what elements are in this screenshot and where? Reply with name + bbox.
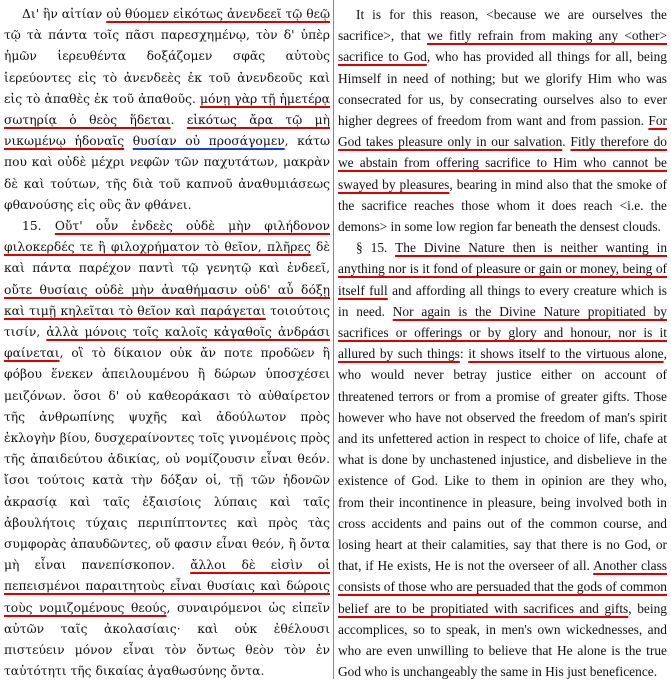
english-underline: Another class consists of those who are persuaded that the gods of common belief are to be propitiated with sacrifices and gifts	[338, 558, 667, 616]
column-divider	[333, 0, 334, 679]
greek-column	[4, 4, 330, 683]
english-text: It is for this reason, <because we are ourselves the sacrifice>, that	[338, 7, 667, 44]
greek-underline: Οὔτ' οὖν ἐνδεὲς οὐδὲ μὴν φιλήδονον φιλοκερδές τε ἢ φιλοχρήματον τὸ θεῖον, πλῆρες	[4, 219, 330, 255]
english-text: , who has provided all things for all, being Himself in need of nothing; but we glorify Him who was consecrated for us, by consecrating ourselves also to ever higher degrees of freedom from want and from passion.	[338, 49, 667, 129]
english-text: :	[459, 346, 469, 362]
greek-text: δὲ καὶ πάντα παρέχον παντὶ τῷ γενητῷ καὶ ἐνδεεῖ,	[4, 240, 330, 276]
greek-underline: ἀλλὰ μόνοις τοῖς καλοῖς κἀγαθοῖς ἀνδράσι φαίνεται	[4, 325, 330, 361]
english-underline: it shows itself to the virtuous alone	[468, 346, 664, 362]
english-text: , bearing in mind also that the smoke of the sacrifice reaches those whom it does reach <i.e. the demons> in some low region far beneath the densest clouds.	[338, 176, 667, 235]
greek-text: .	[170, 113, 187, 128]
english-underline: The Divine Nature then is neither wanting in anything nor is it fond of pleasure or gain or money, being of itself full	[338, 240, 668, 298]
english-paragraph-2	[338, 237, 667, 682]
english-paragraph-1	[338, 4, 667, 237]
english-underline: Nor again is the Divine Nature propitiated by sacrifices or offerings or by glory and honour, nor is it allured by such things	[338, 303, 667, 362]
english-text: , who would never betray justice either on account of threatened terrors or from a promise of greater gifts. Those however who have not observed the freedom of man's spirit and its unfettered action in respect to choice of life, chafe at what is done by unchastened injustice, and disbelieve in the existence of God. Like to them in opinion are they who, from their incontinence in pleasure, being involved both in cross accidents and pains out of the common course, and losing heart at their calamities, say that there is no God, or that, if He exists, He is not the overseer of all.	[338, 346, 667, 574]
greek-underline: εἰκότως ἄρα τῷ μὴ νικωμένῳ ἡδοναῖς	[4, 113, 330, 149]
english-underline: we fitly refrain from making any <other> sacrifice to God	[338, 28, 667, 65]
greek-section-number: 15.	[22, 219, 42, 234]
english-text: .	[562, 134, 571, 150]
greek-paragraph-2	[4, 216, 330, 682]
greek-text: τοιούτοις τισίν,	[4, 303, 331, 340]
greek-paragraph-1	[4, 4, 330, 216]
english-text: and affording all things to every creature which is in need.	[338, 282, 668, 319]
greek-underline: ἄλλοι δὲ εἰσὶν οἱ πεπεισμένοι παραιτητοὺς εἶναι θυσίαις καὶ δώροις τοὺς νομιζομένους θεούς	[4, 558, 330, 615]
greek-text: , οἳ τὸ δίκαιον οὐκ ἄν ποτε προδῶεν ἢ φόβου ἕνεκεν ἀπειλουμένου ἢ δώρων ὑποσχέσει μειζόνων. ὅσοι δ' οὐ καθεοράκασι τὸ αὐθαίρετον τῆς ἀνθρωπίνης ψυχῆς καὶ ἀδούλωτον πρὸς ἐκλογὴν βίου, δυσχεραίνοντες τοῖς γινομένοις πρὸς τῆς ἀπαιδεύτου ἀδικίας, οὐ νομίζουσιν εἶναι θεόν. ἴσοι τούτοις κατὰ τὴν δόξαν οἱ, τῇ τῶν ἡδονῶν ἀκρασίᾳ καὶ ταῖς ἐξαισίοις λύπαις καὶ ταῖς ἀβουλήτοις τύχαις περιπίπτοντες καὶ πρὸς τὰς συμφορὰς ἀπαυδῶντες, οὔ φασιν εἶναι θεόν, ἢ ὄντα μὴ εἶναι πανεπίσκοπον.	[4, 346, 330, 573]
greek-text: Δι' ἣν αἰτίαν	[22, 7, 107, 21]
greek-underline: οὔτε θυσίαις οὐδὲ μὴν ἀναθήμασιν οὐδ' αὖ δόξῃ καὶ τιμῇ κηλεῖται τὸ θεῖον καὶ παράγεται	[4, 282, 330, 318]
english-section-number: § 15.	[356, 240, 388, 256]
english-underline: Fitly therefore do we abstain from offering sacrifice to Him who cannot be swayed by pleasures	[338, 134, 667, 192]
english-text: , being accomplices, so to speak, in men's own wickednesses, and who are even unwilling to believe that He alone is the true God who is unchangeably the same in His just beneficence.	[338, 600, 667, 680]
greek-underline: οὐ θύομεν εἰκότως ἀνενδεεῖ τῷ θεῷ	[106, 7, 330, 21]
greek-text: τῷ τὰ πάντα τοῖς πᾶσι παρεσχημένῳ, τὸν δ' ὑπὲρ ἡμῶν ἱερευθέντα δοξάζομεν σφᾶς αὐτοὺς ἱερεύοντες εἰς τὸ ἀνενδεὲς ἐκ τοῦ ἀνενδεοῦς καὶ εἰς τὸ ἀπαθὲς ἐκ τοῦ ἀπαθοῦς.	[4, 28, 330, 106]
english-underline: For God takes pleasure only in our salvation	[338, 113, 667, 150]
greek-underline-blue: θυσίαν οὐ προσάγομεν	[132, 134, 285, 149]
greek-underline: μόνῃ γὰρ τῇ ἡμετέρᾳ σωτηρίᾳ ὁ θεὸς ἥδεται	[4, 91, 330, 128]
greek-text: , κάτω που καὶ οὐδὲ μέχρι νεφῶν τῶν παχυτάτων, μακρὰν δὲ καὶ τούτων, τῆς διὰ τοῦ καπνοῦ ἀναθυμιάσεως φθανούσης εἰς οὓς ἂν φθάνει.	[4, 134, 330, 212]
greek-text: , συναιρόμενοι ὡς εἰπεῖν αὐτῶν ταῖς ἀκολασίαις· καὶ οὐκ ἐθέλουσι πιστεύειν μόνον εἶναι τὸν ὄντως θεὸν τὸν ἐν ταὐτότητι τῆς δικαίας ἀγαθωσύνης ὄντα.	[4, 600, 330, 679]
english-column	[338, 4, 667, 683]
